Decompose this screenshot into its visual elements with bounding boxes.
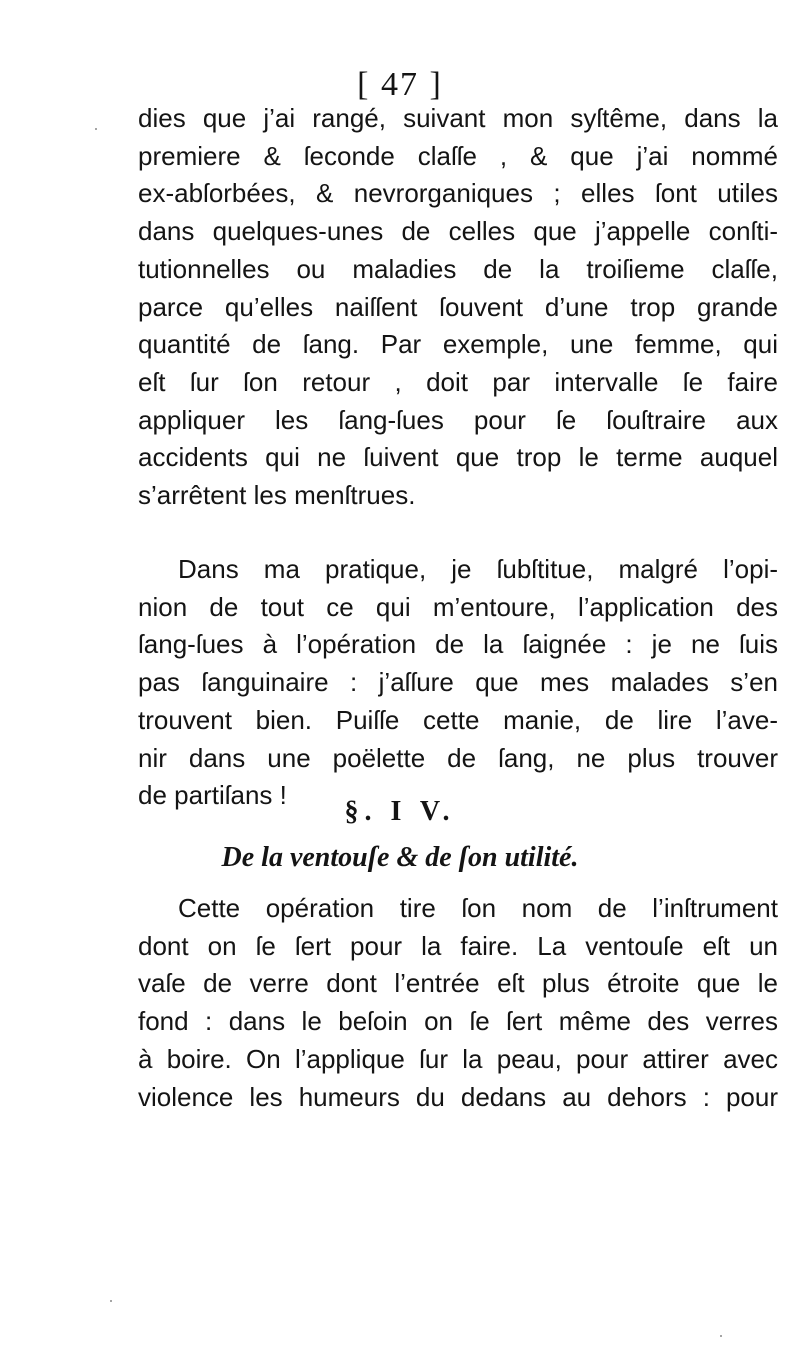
scan-speck xyxy=(110,1300,112,1302)
text-line: eſt ſur ſon retour , doit par intervalle ſe faire xyxy=(138,366,778,397)
text-line: tutionnelles ou maladies de la troiſieme claſſe, xyxy=(138,253,778,284)
paragraph-3 xyxy=(138,890,778,1116)
text-line: nir dans une poëlette de ſang, ne plus trouver xyxy=(138,742,778,773)
text-line: de partiſans ! xyxy=(138,780,287,811)
text-line: s’arrêtent les menſtrues. xyxy=(138,480,416,511)
page-number: [ 47 ] xyxy=(357,66,443,103)
text-line: nion de tout ce qui m’entoure, l’application des xyxy=(138,591,778,622)
scan-speck xyxy=(720,1335,722,1337)
section-number: §. I V. xyxy=(344,796,456,827)
paragraph-1 xyxy=(138,100,778,515)
text-line: ex-abſorbées, & nevrorganiques ; elles ſont utiles xyxy=(138,178,778,209)
text-line: trouvent bien. Puiſſe cette manie, de lire l’ave- xyxy=(138,704,778,735)
paragraph-2 xyxy=(138,551,778,815)
text-line: parce qu’elles naiſſent ſouvent d’une trop grande xyxy=(138,291,778,322)
text-line: dies que j’ai rangé, suivant mon syſtême, dans la xyxy=(138,103,778,133)
text-line: Cette opération tire ſon nom de l’inſtrument xyxy=(178,893,778,923)
text-line: Dans ma pratique, je ſubſtitue, malgré l’opi- xyxy=(178,554,778,584)
scan-speck xyxy=(95,128,97,130)
text-line: fond : dans le beſoin on ſe ſert même des verres xyxy=(138,1006,778,1037)
text-line: appliquer les ſang-ſues pour ſe ſouſtraire aux xyxy=(138,404,778,435)
text-line: quantité de ſang. Par exemple, une femme, qui xyxy=(138,329,778,360)
text-line: ſang-ſues à l’opération de la ſaignée : je ne ſuis xyxy=(138,629,778,660)
text-line: à boire. On l’applique ſur la peau, pour attirer avec xyxy=(138,1043,778,1074)
text-line: accidents qui ne ſuivent que trop le terme auquel xyxy=(138,442,778,473)
section-title: De la ventouſe & de ſon utilité. xyxy=(221,842,579,873)
text-line: vaſe de verre dont l’entrée eſt plus étroite que le xyxy=(138,968,778,999)
text-line: violence les humeurs du dedans au dehors : pour xyxy=(138,1081,778,1112)
text-line: pas ſanguinaire : j’aſſure que mes malades s’en xyxy=(138,667,778,698)
text-line: dans quelques-unes de celles que j’appelle conſti- xyxy=(138,216,778,247)
text-line: dont on ſe ſert pour la faire. La ventouſe eſt un xyxy=(138,930,778,961)
text-line: premiere & ſeconde claſſe , & que j’ai nommé xyxy=(138,140,778,171)
